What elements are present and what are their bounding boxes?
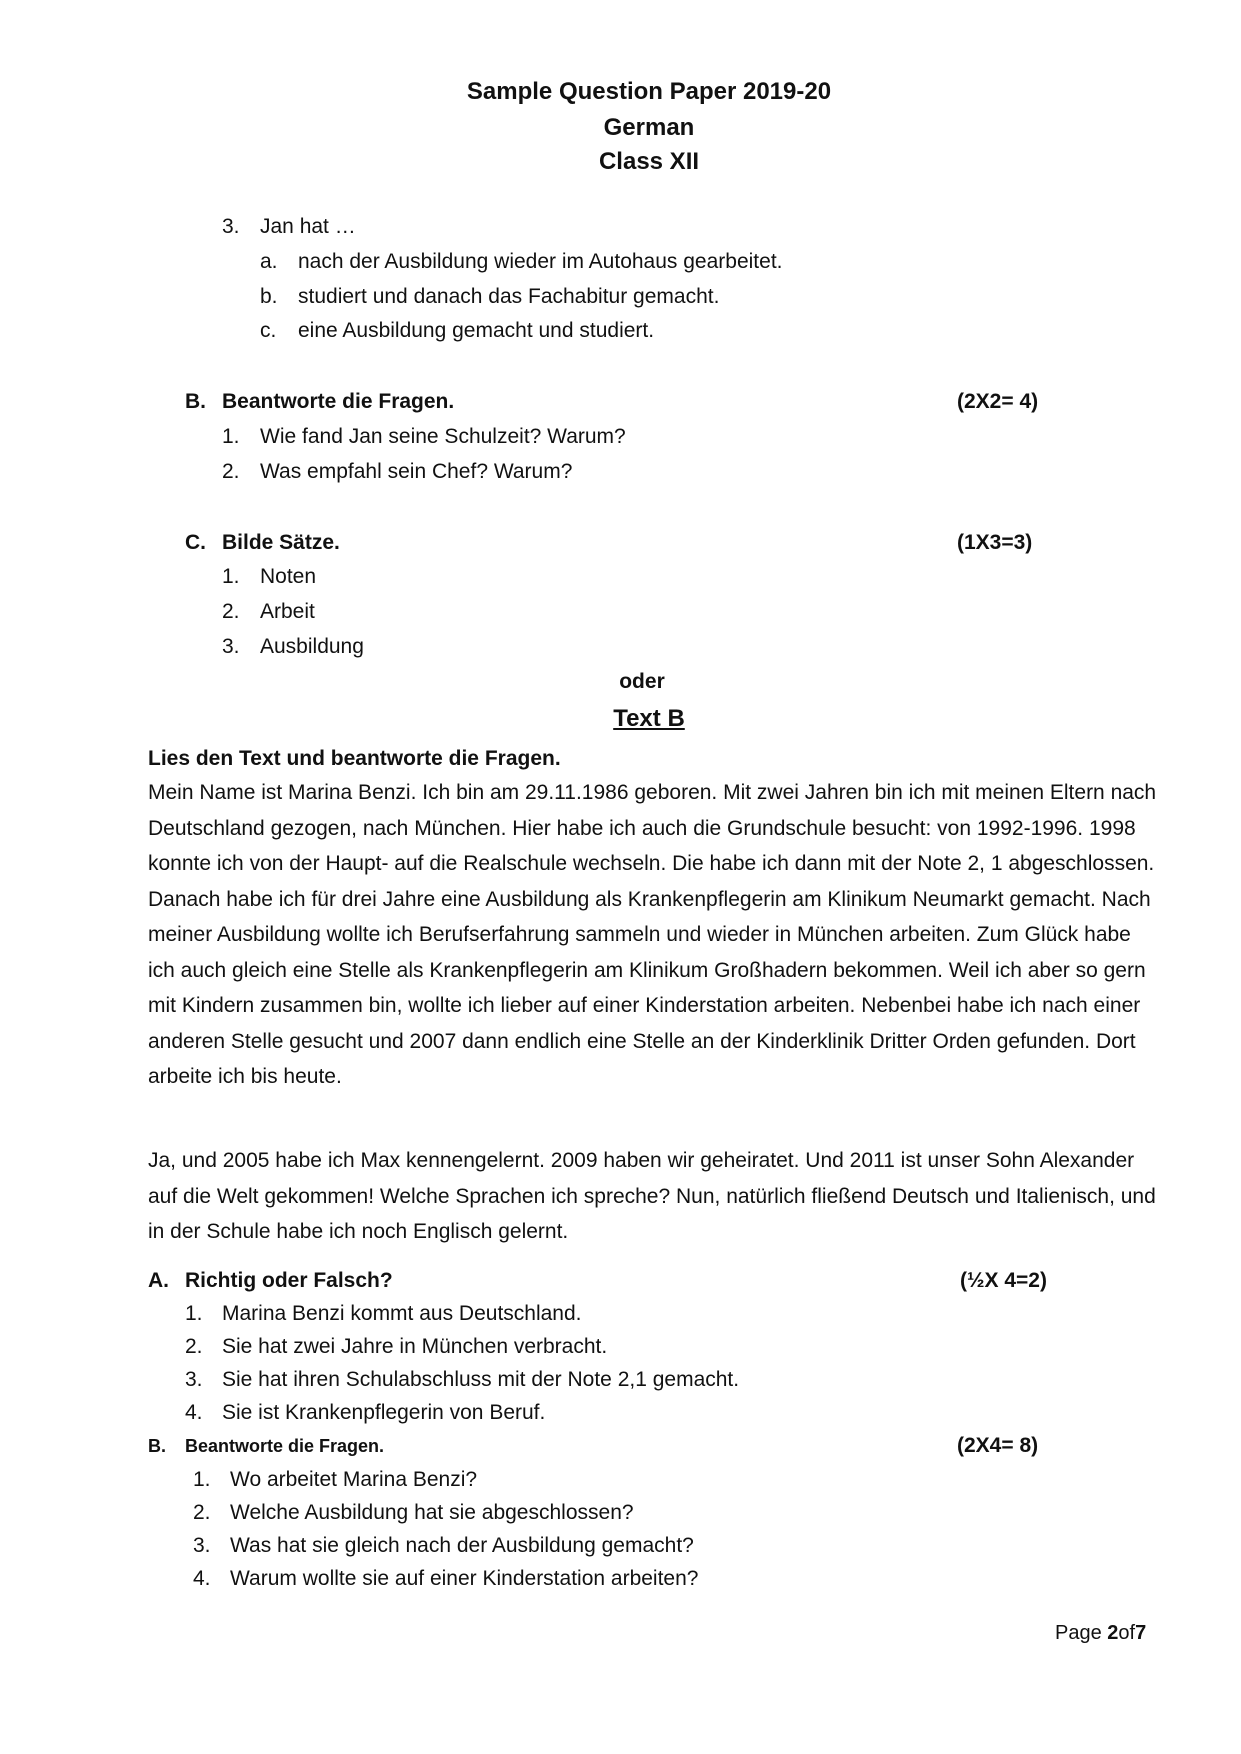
paper-title: Sample Question Paper 2019-20 (466, 78, 832, 105)
item-text: Sie hat zwei Jahre in München verbracht. (222, 1335, 608, 1358)
text-b-paragraph-2: Ja, und 2005 habe ich Max kennengelernt. 2009 haben wir geheiratet. Und 2011 ist unser Sohn Alexander auf die Welt gekommen! Welche Sprachen ich spreche? Nun, natürlich fließend Deutsch und Italienisch, und in der Schule habe ich noch Englisch gelernt. (148, 1149, 1156, 1243)
item-text: Warum wollte sie auf einer Kinderstation arbeiten? (230, 1567, 699, 1590)
item-text: Arbeit (260, 600, 315, 623)
page-of: of (1118, 1622, 1136, 1644)
page-number (1055, 1623, 1146, 1643)
question-stem: Jan hat … (260, 215, 356, 238)
question-number: 3. (222, 215, 240, 238)
item-number: 4. (185, 1401, 203, 1424)
item-number: 2. (185, 1335, 203, 1358)
option-letter: c. (260, 319, 277, 342)
section-marks: (2X4= 8) (957, 1434, 1039, 1457)
item-number: 3. (193, 1534, 211, 1557)
section-letter: B. (148, 1436, 166, 1456)
item-number: 1. (185, 1302, 203, 1325)
text-b-title: Text B (613, 705, 685, 732)
option-letter: a. (260, 250, 278, 273)
item-text: Was hat sie gleich nach der Ausbildung gemacht? (230, 1534, 694, 1557)
section-marks: (2X2= 4) (957, 390, 1039, 413)
item-number: 1. (222, 425, 240, 448)
item-number: 1. (222, 565, 240, 588)
page-current: 2 (1107, 1622, 1119, 1644)
item-number: 1. (193, 1468, 211, 1491)
item-number: 2. (193, 1501, 211, 1524)
option-text: nach der Ausbildung wieder im Autohaus gearbeitet. (298, 250, 783, 273)
section-heading: Beantworte die Fragen. (185, 1436, 385, 1456)
item-number: 4. (193, 1567, 211, 1590)
text-b-paragraph-1: Mein Name ist Marina Benzi. Ich bin am 29.11.1986 geboren. Mit zwei Jahren bin ich mit meinen Eltern nach Deutschland gezogen, nach München. Hier habe ich auch die Grundschule besucht: von 1992-1996. 1998 konnte ich von der Haupt- auf die Realschule wechseln. Die habe ich dann mit der Note 2, 1 abgeschlossen. Danach habe ich für drei Jahre eine Ausbildung als Krankenpflegerin am Klinikum Neumarkt gemacht. Nach meiner Ausbildung wollte ich Berufserfahrung sammeln und wieder in München arbeiten. Zum Glück habe ich auch gleich eine Stelle als Krankenpflegerin am Klinikum Großhadern bekommen. Weil ich aber so gern mit Kindern zusammen bin, wollte ich lieber auf einer Kinderstation arbeiten. Nebenbei habe ich nach einer anderen Stelle gesucht und 2007 dann endlich eine Stelle an der Kinderklinik Dritter Orden gefunden. Dort arbeite ich bis heute. (148, 781, 1157, 1088)
item-text: Was empfahl sein Chef? Warum? (260, 460, 573, 483)
item-number: 3. (185, 1368, 203, 1391)
item-number: 2. (222, 460, 240, 483)
page-prefix: Page (1055, 1622, 1108, 1644)
item-text: Wo arbeitet Marina Benzi? (230, 1468, 478, 1491)
section-marks: (½X 4=2) (960, 1269, 1047, 1292)
section-heading: Richtig oder Falsch? (185, 1269, 393, 1292)
item-text: Sie ist Krankenpflegerin von Beruf. (222, 1401, 546, 1424)
option-text: eine Ausbildung gemacht und studiert. (298, 319, 655, 342)
section-marks: (1X3=3) (957, 531, 1033, 554)
oder-label: oder (619, 670, 665, 693)
section-letter: A. (148, 1269, 169, 1292)
page-total: 7 (1135, 1622, 1147, 1644)
section-letter: C. (185, 531, 206, 554)
section-heading: Bilde Sätze. (222, 531, 340, 554)
item-text: Marina Benzi kommt aus Deutschland. (222, 1302, 582, 1325)
text-b-instruction: Lies den Text und beantworte die Fragen. (148, 747, 561, 770)
class-title: Class XII (598, 148, 700, 175)
option-text: studiert und danach das Fachabitur gemacht. (298, 285, 720, 308)
item-number: 3. (222, 635, 240, 658)
item-number: 2. (222, 600, 240, 623)
item-text: Ausbildung (260, 635, 364, 658)
item-text: Sie hat ihren Schulabschluss mit der Note 2,1 gemacht. (222, 1368, 740, 1391)
option-letter: b. (260, 285, 278, 308)
subject-title: German (603, 114, 695, 141)
section-heading: Beantworte die Fragen. (222, 390, 455, 413)
item-text: Welche Ausbildung hat sie abgeschlossen? (230, 1501, 634, 1524)
section-letter: B. (185, 390, 206, 413)
item-text: Wie fand Jan seine Schulzeit? Warum? (260, 425, 626, 448)
item-text: Noten (260, 565, 317, 588)
